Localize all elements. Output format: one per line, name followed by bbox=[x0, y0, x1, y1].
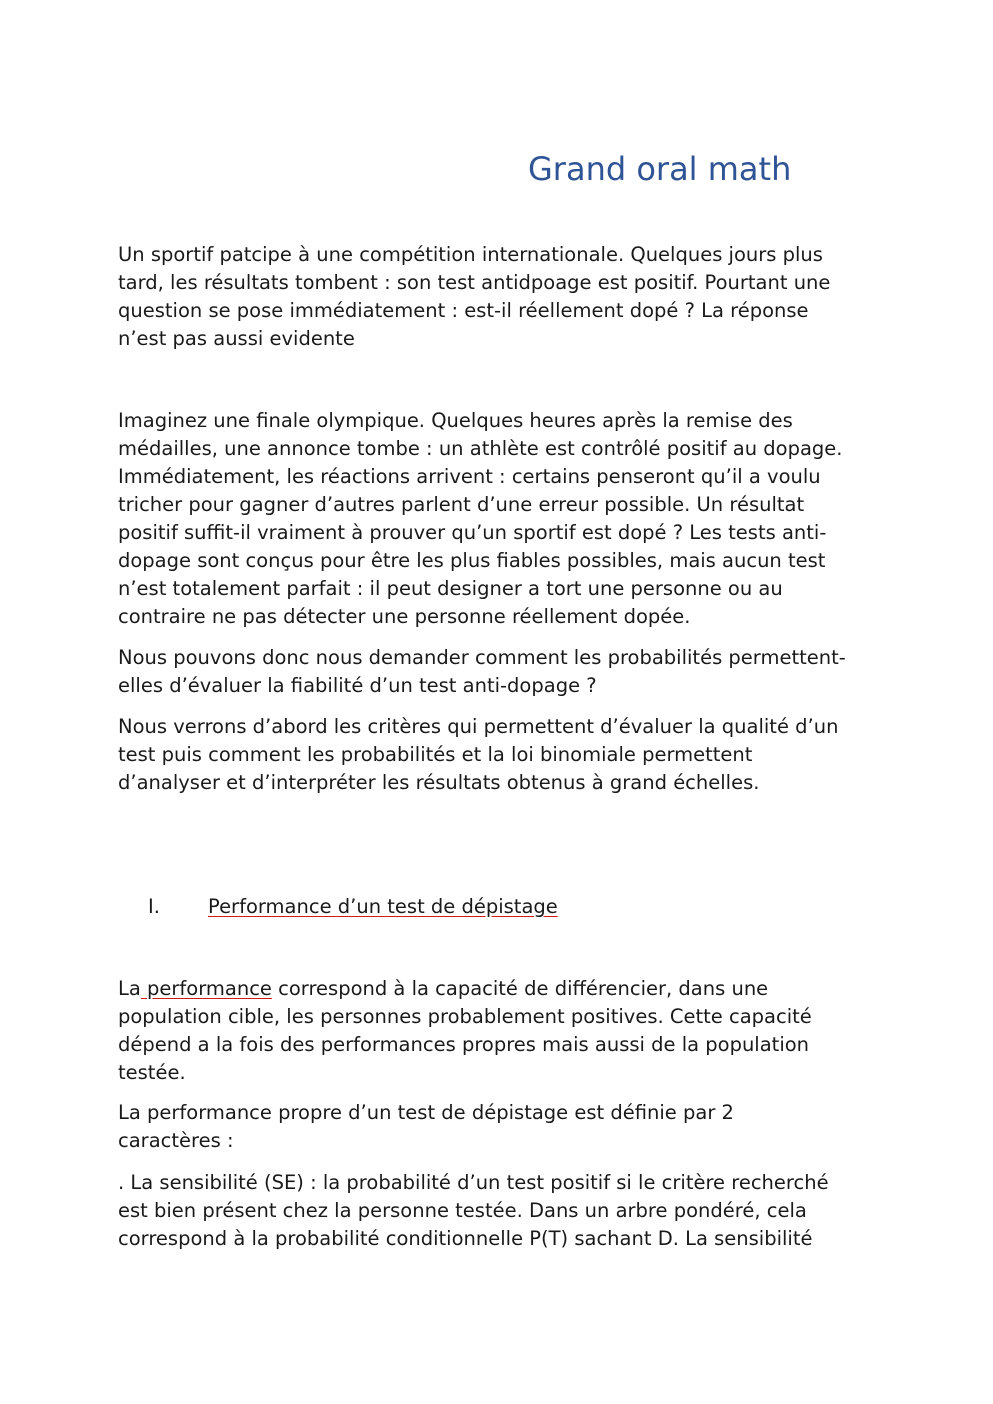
text-line: d’analyser et d’interpréter les résultats obtenus à grand échelles. bbox=[118, 771, 760, 794]
section-title: Performance d’un test de dépistage bbox=[208, 895, 558, 918]
section-heading bbox=[148, 893, 558, 921]
sensitivity-paragraph bbox=[118, 1169, 870, 1253]
text-fragment: La bbox=[118, 977, 141, 1000]
problem-statement-paragraph bbox=[118, 644, 870, 700]
outline-paragraph bbox=[118, 713, 870, 797]
text-line: test puis comment les probabilités et la loi binomiale permettent bbox=[118, 743, 753, 766]
text-line: Nous pouvons donc nous demander comment les probabilités permettent- bbox=[118, 646, 846, 669]
text-line: caractères : bbox=[118, 1129, 234, 1152]
text-line: tricher pour gagner d’autres parlent d’une erreur possible. Un résultat bbox=[118, 493, 805, 516]
text-line: médailles, une annonce tombe : un athlète est contrôlé positif au dopage. bbox=[118, 437, 843, 460]
text-line: est bien présent chez la personne testée. Dans un arbre pondéré, cela bbox=[118, 1199, 807, 1222]
intro-paragraph bbox=[118, 241, 870, 353]
text-line bbox=[118, 975, 870, 1003]
text-line: population cible, les personnes probablement positives. Cette capacité bbox=[118, 1005, 812, 1028]
text-fragment: correspond à la capacité de différencier, dans une bbox=[271, 977, 769, 1000]
text-line: dépend a la fois des performances propres mais aussi de la population bbox=[118, 1033, 810, 1056]
text-line: elles d’évaluer la fiabilité d’un test anti-dopage ? bbox=[118, 674, 597, 697]
text-line: tard, les résultats tombent : son test antidpoage est positif. Pourtant une bbox=[118, 271, 831, 294]
text-line: Imaginez une finale olympique. Quelques heures après la remise des bbox=[118, 409, 793, 432]
text-line: Nous verrons d’abord les critères qui permettent d’évaluer la qualité d’un bbox=[118, 715, 839, 738]
text-line: question se pose immédiatement : est-il réellement dopé ? La réponse bbox=[118, 299, 809, 322]
text-line: contraire ne pas détecter une personne réellement dopée. bbox=[118, 605, 691, 628]
context-paragraph bbox=[118, 407, 870, 631]
text-line: testée. bbox=[118, 1061, 186, 1084]
text-line: n’est totalement parfait : il peut designer a tort une personne ou au bbox=[118, 577, 783, 600]
definition-paragraph bbox=[118, 975, 870, 1087]
text-line: La performance propre d’un test de dépistage est définie par 2 bbox=[118, 1101, 734, 1124]
text-line: correspond à la probabilité conditionnelle P(T) sachant D. La sensibilité bbox=[118, 1227, 813, 1250]
spell-flagged-word: performance bbox=[140, 977, 272, 1000]
characteristics-paragraph bbox=[118, 1099, 870, 1155]
text-line: dopage sont conçus pour être les plus fiables possibles, mais aucun test bbox=[118, 549, 826, 572]
document-title: Grand oral math bbox=[528, 150, 792, 188]
section-number: I. bbox=[148, 895, 160, 918]
text-line: Un sportif patcipe à une compétition internationale. Quelques jours plus bbox=[118, 243, 823, 266]
text-line: n’est pas aussi evidente bbox=[118, 327, 355, 350]
text-line: . La sensibilité (SE) : la probabilité d’un test positif si le critère recherché bbox=[118, 1171, 829, 1194]
text-line: Immédiatement, les réactions arrivent : certains penseront qu’il a voulu bbox=[118, 465, 821, 488]
text-line: positif suffit-il vraiment à prouver qu’un sportif est dopé ? Les tests anti- bbox=[118, 521, 827, 544]
